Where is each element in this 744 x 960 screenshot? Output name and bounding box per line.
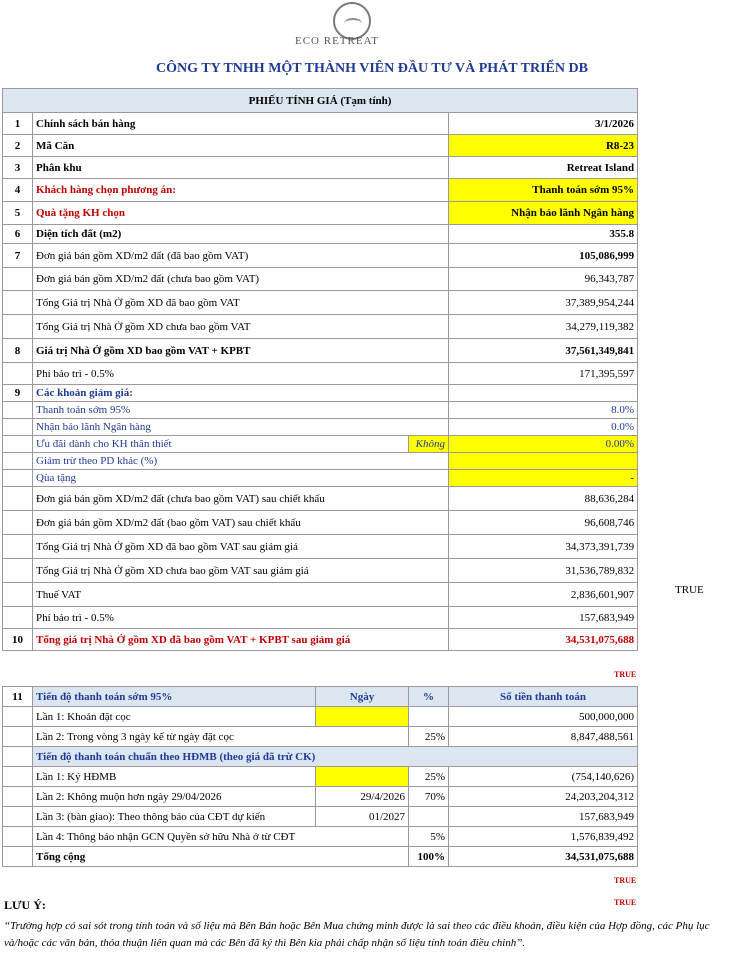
table-row [3,487,638,511]
table-row [3,453,638,470]
row-value[interactable]: 34,373,391,739 [449,535,638,559]
row-value[interactable]: 2,836,601,907 [449,583,638,607]
row-label: Diện tích đất (m2) [33,225,449,244]
row-number: 5 [3,202,33,225]
total-label: Tổng cộng [33,847,409,867]
installment-amount[interactable]: 24,203,204,312 [449,787,638,807]
row-value[interactable]: 96,608,746 [449,511,638,535]
table-row [3,419,638,436]
installment-date[interactable]: 29/4/2026 [316,787,409,807]
table-row [3,363,638,385]
row-number: 11 [3,687,33,707]
row-label: Các khoản giảm giá: [33,385,449,402]
standard-schedule-title: Tiến độ thanh toán chuẩn theo HĐMB (theo giá đã trừ CK) [33,747,638,767]
row-value[interactable]: 96,343,787 [449,268,638,291]
gift-option-cell[interactable]: Nhận bảo lãnh Ngân hàng [449,202,638,225]
table-row [3,385,638,402]
check-flag: TRUE [614,876,637,885]
row-label: Đơn giá bán gồm XD/m2 đất (chưa bao gồm VAT) [33,268,449,291]
table-row [3,727,638,747]
row-number: 7 [3,244,33,268]
installment-percent[interactable]: 25% [409,767,449,787]
row-number: 3 [3,157,33,179]
installment-amount[interactable]: 500,000,000 [449,707,638,727]
note-title: LƯU Ý: [4,898,46,912]
row-label: Đơn giá bán gồm XD/m2 đất (đã bao gồm VAT) [33,244,449,268]
grand-total-value[interactable]: 34,531,075,688 [449,629,638,651]
installment-label: Lần 3: (bàn giao): Theo thông báo của CĐT dự kiến [33,807,316,827]
check-flag: TRUE [675,584,704,596]
company-name: CÔNG TY TNHH MỘT THÀNH VIÊN ĐẦU TƯ VÀ PHÁT TRIỂN DB [156,61,588,76]
row-number: 2 [3,135,33,157]
column-header-percent: % [409,687,449,707]
row-number: 8 [3,339,33,363]
table-row [3,827,638,847]
row-number: 4 [3,179,33,202]
row-number: 10 [3,629,33,651]
row-value[interactable]: 0.0% [449,419,638,436]
row-number: 9 [3,385,33,402]
note-body: “Trường hợp có sai sót trong tính toán và số liệu mà Bên Bán hoặc Bên Mua chứng minh được là sai theo các điều khoản, điều kiện của Hợp đồng, các Phụ lục và/hoặc các văn bản, thỏa thuận liên quan mà các Bên đã ký thì Bên kia phải chấp nhận số liệu tính toán điều chỉnh”. [4,920,710,949]
row-label: Phí bảo trì - 0.5% [33,607,449,629]
table-row [3,787,638,807]
row-label: Qùa tặng [33,470,449,487]
installment-label: Lần 4: Thông báo nhận GCN Quyền sở hữu Nhà ở từ CĐT [33,827,409,847]
row-value[interactable]: 34,279,119,382 [449,315,638,339]
installment-date[interactable]: 01/2027 [316,807,409,827]
table-row [3,767,638,787]
installment-label: Lần 1: Ký HĐMB [33,767,316,787]
table-row [3,244,638,268]
row-value[interactable]: 37,561,349,841 [449,339,638,363]
brand-name: ECO RETREAT [294,35,380,47]
row-value[interactable]: 31,536,789,832 [449,559,638,583]
table-row [3,135,638,157]
table-row [3,583,638,607]
row-label: Giảm trừ theo PD khác (%) [33,453,449,470]
row-value[interactable]: 0.00% [449,436,638,453]
price-table [2,88,638,651]
installment-amount[interactable]: 8,847,488,561 [449,727,638,747]
installment-amount[interactable]: (754,140,626) [449,767,638,787]
row-label: Thanh toán sớm 95% [33,402,449,419]
payment-schedule-table [2,686,638,867]
row-value[interactable]: 8.0% [449,402,638,419]
row-value[interactable]: 88,636,284 [449,487,638,511]
row-value[interactable]: 37,389,954,244 [449,291,638,315]
installment-date[interactable] [316,767,409,787]
row-label: Phân khu [33,157,449,179]
row-label: Giá trị Nhà Ở gồm XD bao gồm VAT + KPBT [33,339,449,363]
total-percent: 100% [409,847,449,867]
column-header-amount: Số tiền thanh toán [449,687,638,707]
row-value[interactable]: 355.8 [449,225,638,244]
unit-code-cell[interactable]: R8-23 [449,135,638,157]
table-row [3,291,638,315]
column-header-date: Ngày [316,687,409,707]
table-row [3,847,638,867]
table-row [3,339,638,363]
table-row [3,470,638,487]
installment-amount[interactable]: 157,683,949 [449,807,638,827]
payment-option-cell[interactable]: Thanh toán sớm 95% [449,179,638,202]
table-row [3,268,638,291]
sheet-title: PHIẾU TÍNH GIÁ (Tạm tính) [3,89,638,113]
row-label: Tổng Giá trị Nhà Ở gồm XD chưa bao gồm VAT [33,315,449,339]
table-row [3,157,638,179]
installment-amount[interactable]: 1,576,839,492 [449,827,638,847]
row-label: Chính sách bán hàng [33,113,449,135]
loyalty-option-cell[interactable]: Không [409,436,449,453]
installment-percent[interactable] [409,807,449,827]
installment-percent[interactable]: 70% [409,787,449,807]
table-row [3,113,638,135]
table-row [3,607,638,629]
installment-label: Lần 1: Khoản đặt cọc [33,707,316,727]
row-label: Tổng giá trị Nhà Ở gồm XD đã bao gồm VAT + KPBT sau giảm giá [33,629,449,651]
table-row [3,559,638,583]
row-label: Tổng Giá trị Nhà Ở gồm XD chưa bao gồm VAT sau giảm giá [33,559,449,583]
table-row [3,179,638,202]
row-label: Đơn giá bán gồm XD/m2 đất (bao gồm VAT) sau chiết khấu [33,511,449,535]
table-row [3,315,638,339]
row-value[interactable] [449,453,638,470]
row-label: Đơn giá bán gồm XD/m2 đất (chưa bao gồm VAT) sau chiết khấu [33,487,449,511]
row-number: 1 [3,113,33,135]
table-row [3,202,638,225]
row-label: Tổng Giá trị Nhà Ở gồm XD đã bao gồm VAT sau giảm giá [33,535,449,559]
table-row [3,707,638,727]
installment-label: Lần 2: Trong vòng 3 ngày kể từ ngày đặt cọc [33,727,409,747]
schedule-title: Tiến độ thanh toán sớm 95% [33,687,316,707]
table-row [3,436,638,453]
installment-date[interactable] [316,707,409,727]
row-value[interactable]: Retreat Island [449,157,638,179]
table-row [3,687,638,707]
total-amount[interactable]: 34,531,075,688 [449,847,638,867]
row-value[interactable]: 171,395,597 [449,363,638,385]
table-row [3,225,638,244]
table-row [3,535,638,559]
row-label: Ưu đãi dành cho KH thân thiết [33,436,409,453]
installment-percent[interactable]: 25% [409,727,449,747]
installment-label: Lần 2: Không muộn hơn ngày 29/04/2026 [33,787,316,807]
installment-percent[interactable] [409,707,449,727]
row-value[interactable]: 157,683,949 [449,607,638,629]
table-row [3,807,638,827]
row-label: Khách hàng chọn phương án: [33,179,449,202]
row-label: Quà tặng KH chọn [33,202,449,225]
row-number: 6 [3,225,33,244]
table-row [3,511,638,535]
check-flag: TRUE [614,898,637,907]
row-value[interactable]: 3/1/2026 [449,113,638,135]
table-row [3,747,638,767]
row-label: Thuế VAT [33,583,449,607]
check-flag: TRUE [614,670,637,679]
table-row [3,629,638,651]
row-value[interactable]: - [449,470,638,487]
row-label: Tổng Giá trị Nhà Ở gồm XD đã bao gồm VAT [33,291,449,315]
table-row [3,402,638,419]
row-value[interactable]: 105,086,999 [449,244,638,268]
row-label: Nhận bảo lãnh Ngân hàng [33,419,449,436]
row-label: Mã Căn [33,135,449,157]
row-label: Phí bảo trì - 0.5% [33,363,449,385]
installment-percent[interactable]: 5% [409,827,449,847]
